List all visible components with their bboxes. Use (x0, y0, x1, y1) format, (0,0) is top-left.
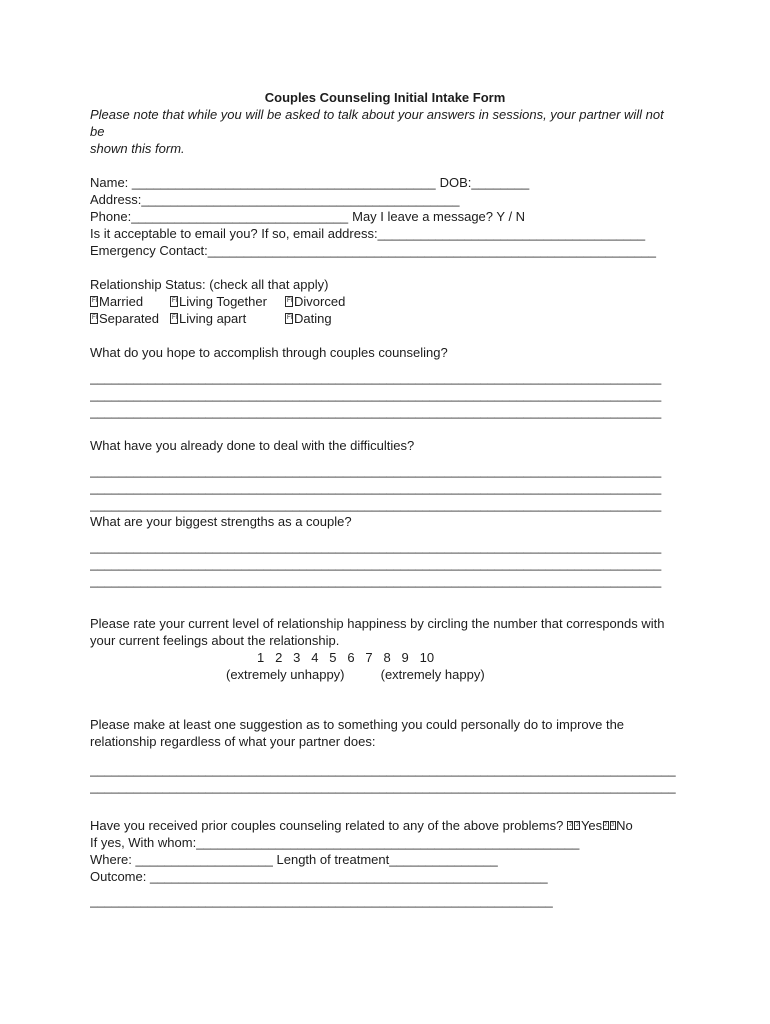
question-2-text: What have you already done to deal with the difficulties? (90, 438, 415, 453)
happy-label: (extremely happy) (380, 667, 485, 682)
answer-line: _______________________________________________________________________________ (90, 404, 662, 419)
unhappy-label: (extremely unhappy) (226, 667, 345, 682)
question-1-text: What do you hope to accomplish through couples counseling? (90, 345, 448, 360)
checkbox-icon (170, 296, 178, 307)
form-title: Couples Counseling Initial Intake Form (264, 90, 506, 105)
label-gap (345, 667, 381, 682)
question-3-block (90, 513, 680, 589)
emergency-blank: ______________________________________________________________ (207, 243, 657, 258)
option-dating (285, 310, 420, 327)
answer-line: _______________________________________________________________________________ (90, 556, 662, 571)
privacy-note-line1: Please note that while you will be asked to talk about your answers in sessions, your partner will not be (90, 107, 664, 139)
emergency-label: Emergency Contact: (90, 243, 208, 258)
answer-line: _______________________________________________________________________________ (90, 370, 662, 385)
option-label: Married (99, 294, 144, 309)
address-label: Address: (90, 192, 142, 207)
emergency-line (90, 242, 680, 259)
option-divorced (285, 293, 420, 310)
where-line (90, 851, 680, 868)
checkbox-icon (567, 821, 573, 830)
prior-question: Have you received prior couples counseling related to any of the above problems? (90, 818, 567, 833)
checkbox-glyph: Fl (92, 298, 97, 304)
option-living-apart (170, 310, 285, 327)
checkbox-icon (90, 296, 98, 307)
relationship-options (90, 293, 420, 327)
where-label: Where: (90, 852, 136, 867)
name-label: Name: (90, 175, 132, 190)
question-2-block (90, 437, 680, 513)
outcome-line (90, 868, 680, 885)
option-married (90, 293, 170, 310)
rating-instruction-line1: Please rate your current level of relationship happiness by circling the number that corresponds with (90, 616, 665, 631)
relationship-heading: Relationship Status: (check all that apply) (90, 277, 329, 292)
checkbox-glyph: 2 (576, 822, 579, 828)
where-blank: ___________________ (135, 852, 273, 867)
rating-scale-numbers: 1 2 3 4 5 6 7 8 9 10 (257, 650, 435, 665)
message-label: May I leave a message? Y / N (352, 209, 526, 224)
checkbox-glyph: 2 (569, 822, 572, 828)
answer-line: _______________________________________________________________________________ (90, 573, 662, 588)
checkbox-icon (90, 313, 98, 324)
with-whom-blank: _____________________________________________________ (196, 835, 580, 850)
option-living-together (170, 293, 285, 310)
name-blank: __________________________________________ (131, 175, 436, 190)
question-1-block (90, 344, 680, 420)
option-separated (90, 310, 170, 327)
suggestion-text-line2: relationship regardless of what your partner does: (90, 734, 376, 749)
treatment-blank: _______________ (389, 852, 498, 867)
prior-counseling-line (90, 817, 680, 834)
suggestion-section (90, 716, 680, 795)
with-whom-label: If yes, With whom: (90, 835, 197, 850)
address-blank: ____________________________________________ (141, 192, 460, 207)
phone-label: Phone: (90, 209, 132, 224)
dob-blank: ________ (471, 175, 530, 190)
option-label: Living apart (179, 311, 247, 326)
checkbox-icon (170, 313, 178, 324)
email-blank: _____________________________________ (377, 226, 646, 241)
rating-scale-labels (226, 666, 680, 683)
dob-label: DOB: (439, 175, 472, 190)
option-label: Separated (99, 311, 159, 326)
rating-section (90, 615, 680, 683)
checkbox-glyph: Fl (92, 315, 97, 321)
checkbox-icon (285, 313, 293, 324)
contact-section (90, 174, 680, 259)
phone-blank: ______________________________ (131, 209, 349, 224)
answer-line: _______________________________________________________________________________ (90, 497, 662, 512)
outcome-blank: _______________________________________________________ (149, 869, 548, 884)
treatment-label: Length of treatment (272, 852, 390, 867)
checkbox-glyph: Fl (172, 315, 177, 321)
checkbox-glyph: Fl (172, 298, 177, 304)
email-label: Is it acceptable to email you? If so, email address: (90, 226, 378, 241)
answer-line: _______________________________________________________________________________ (90, 387, 662, 402)
answer-line: _________________________________________________________________________________ (90, 762, 676, 777)
answer-line: _______________________________________________________________________________ (90, 539, 662, 554)
privacy-note-line2: shown this form. (90, 141, 185, 156)
checkbox-glyph: 3 (611, 822, 615, 828)
relationship-status-section (90, 276, 680, 327)
name-line (90, 174, 680, 191)
option-label: Dating (294, 311, 332, 326)
answer-line: ________________________________________________________________ (90, 893, 553, 908)
checkbox-glyph: Fl (287, 315, 292, 321)
no-label: No (616, 818, 633, 833)
answer-line: _________________________________________________________________________________ (90, 779, 676, 794)
checkbox-icon (574, 821, 580, 830)
checkbox-glyph: 2 (604, 822, 608, 828)
option-label: Living Together (179, 294, 267, 309)
checkbox-icon (603, 821, 609, 830)
email-line (90, 225, 680, 242)
with-whom-line (90, 834, 680, 851)
checkbox-icon (285, 296, 293, 307)
answer-line: _______________________________________________________________________________ (90, 463, 662, 478)
rating-instruction-line2: your current feelings about the relationship. (90, 633, 340, 648)
checkbox-glyph: Fl (287, 298, 292, 304)
checkbox-icon (610, 821, 616, 830)
question-3-text: What are your biggest strengths as a couple? (90, 514, 352, 529)
phone-line (90, 208, 680, 225)
answer-line: _______________________________________________________________________________ (90, 480, 662, 495)
option-label: Divorced (294, 294, 346, 309)
address-line (90, 191, 680, 208)
outcome-label: Outcome: (90, 869, 150, 884)
yes-label: Yes (580, 818, 603, 833)
suggestion-text-line1: Please make at least one suggestion as to something you could personally do to improve the (90, 717, 625, 732)
privacy-note (90, 106, 680, 157)
prior-counseling-section (90, 817, 680, 909)
